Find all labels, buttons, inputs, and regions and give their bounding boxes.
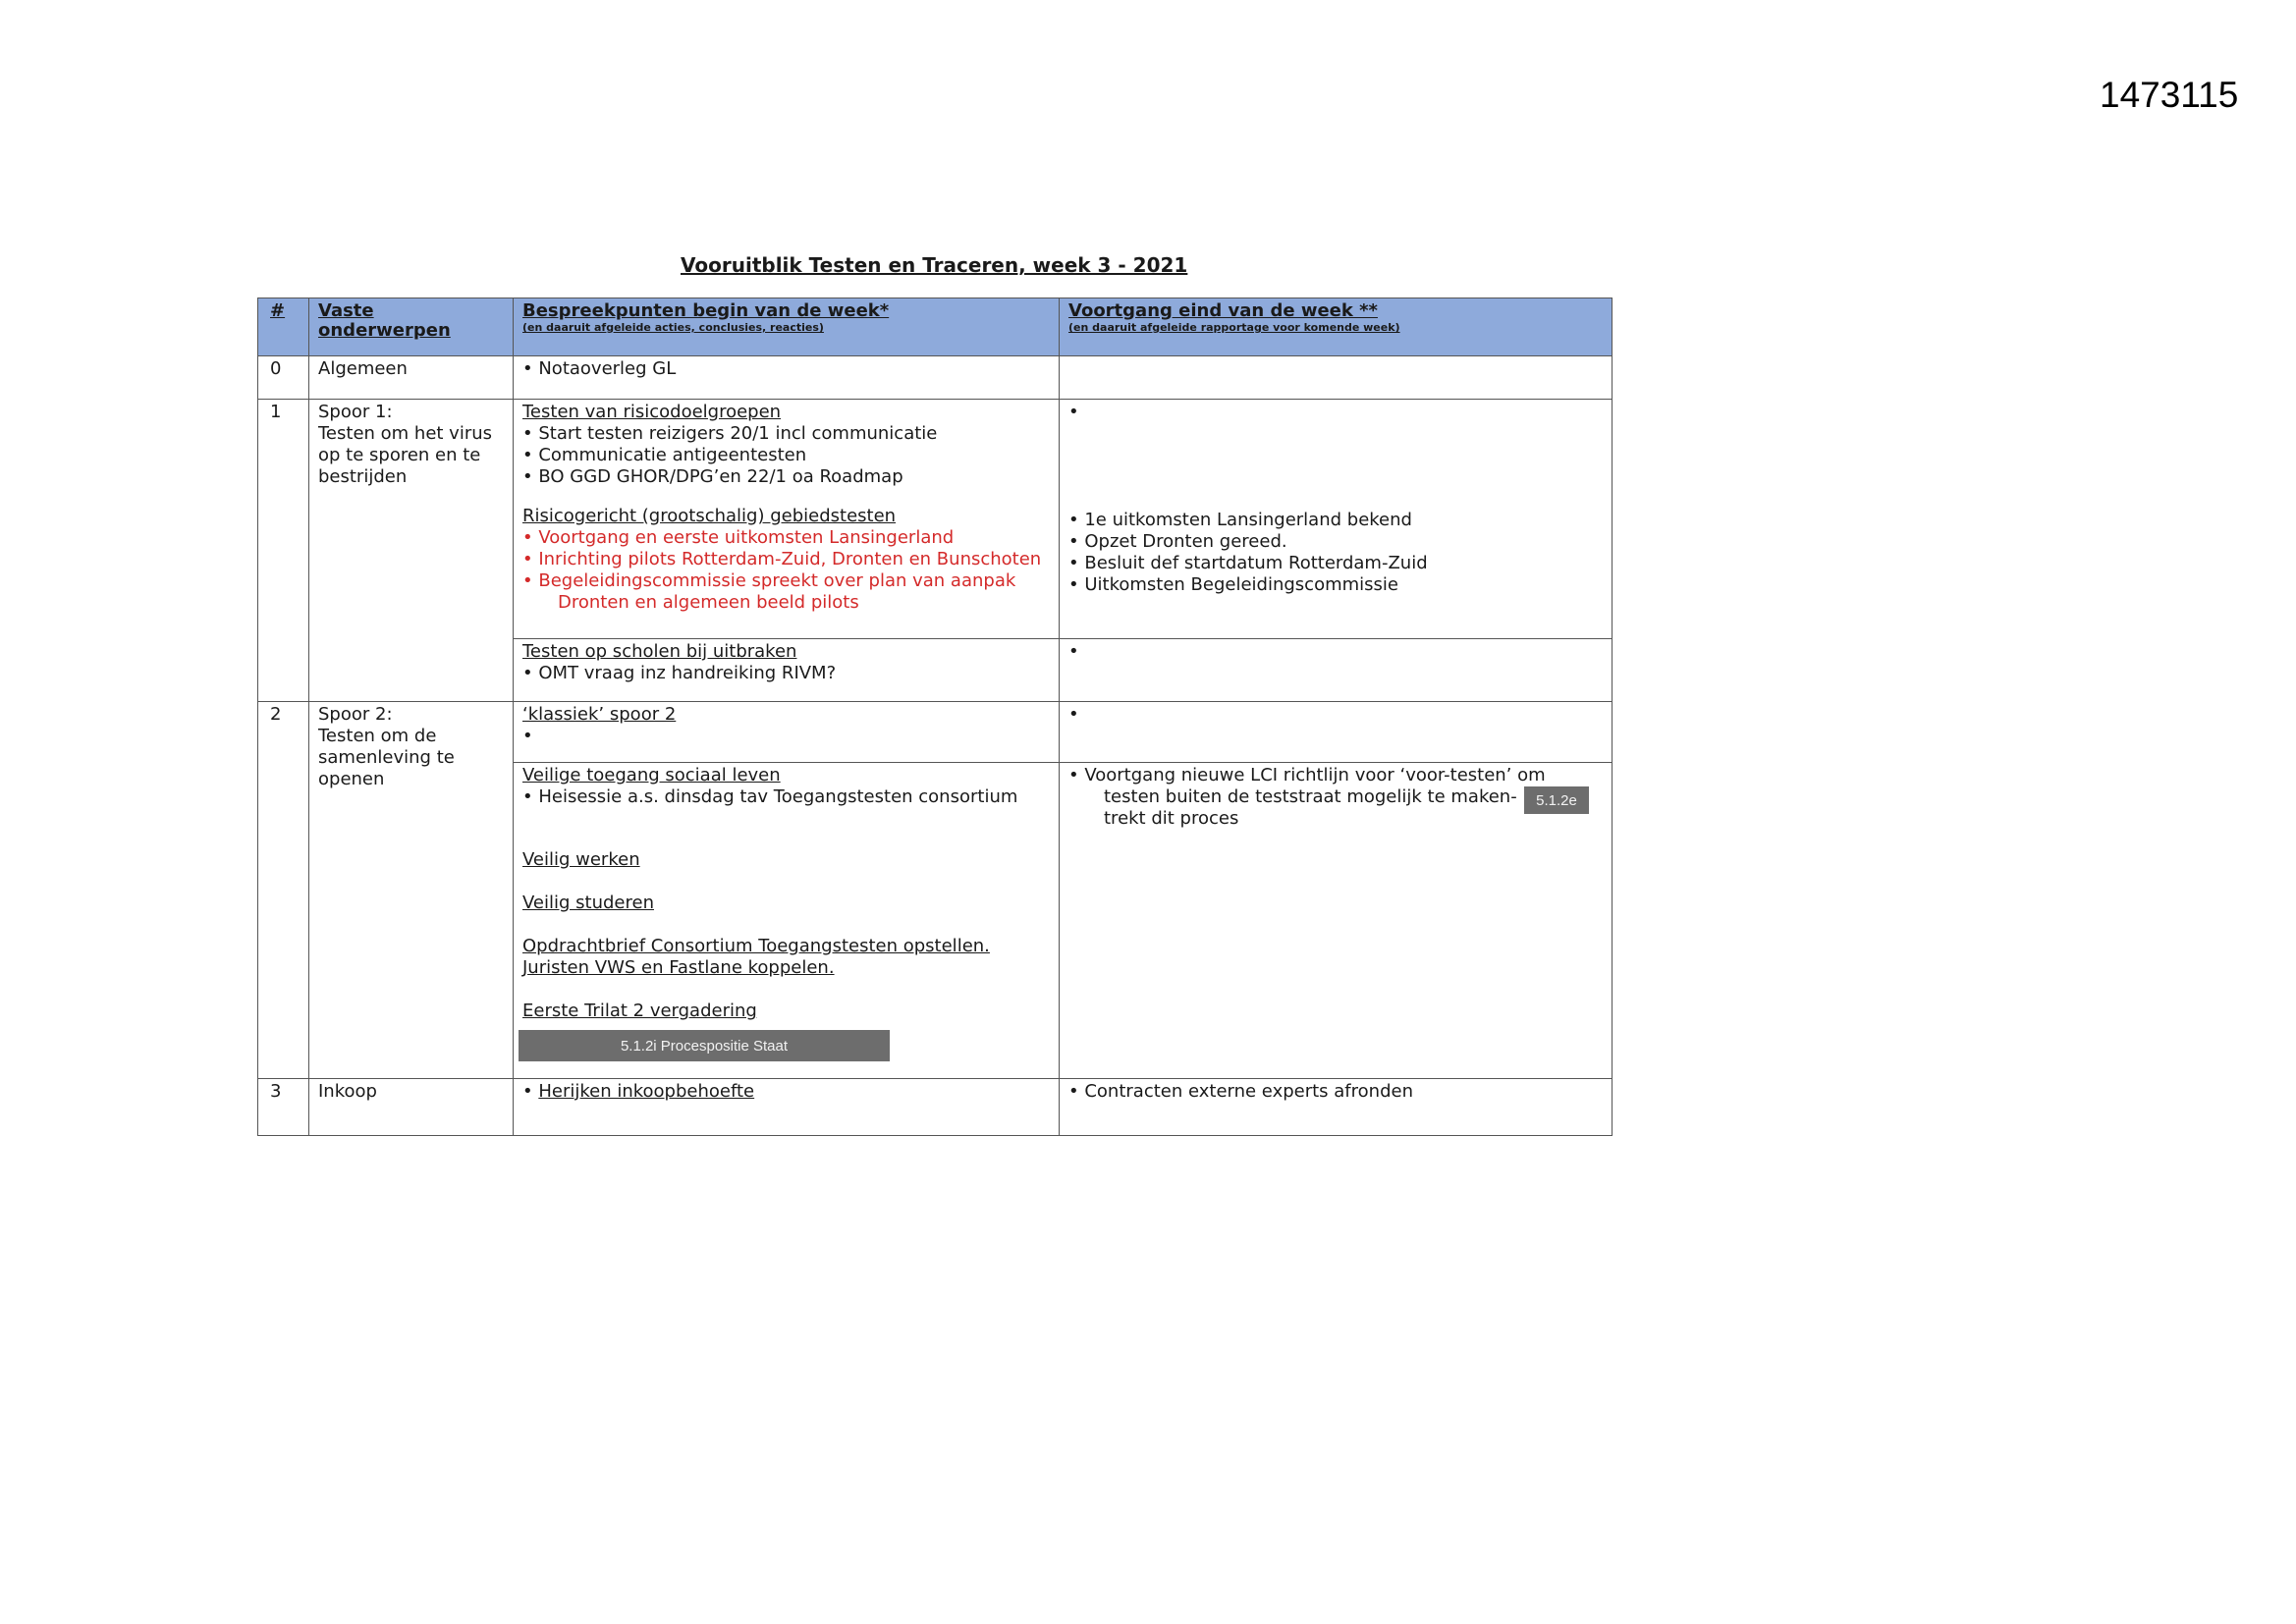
start-block-klassiek bbox=[522, 704, 676, 747]
list-item-continuation: Dronten en algemeen beeld pilots bbox=[558, 592, 859, 613]
redaction-stamp: 5.1.2e bbox=[1524, 786, 1589, 814]
topic-line: samenleving te bbox=[318, 747, 455, 768]
document-number: 1473115 bbox=[2100, 75, 2239, 115]
row-number: 2 bbox=[270, 704, 282, 725]
block-heading: Opdrachtbrief Consortium Toegangstesten opstellen. bbox=[522, 936, 990, 956]
row-number: 0 bbox=[270, 358, 282, 379]
row-divider bbox=[258, 701, 1612, 702]
topic-line: Testen om de bbox=[318, 726, 437, 746]
topic-inkoop: Inkoop bbox=[318, 1081, 377, 1102]
empty-bullet: • bbox=[522, 726, 533, 746]
header-start-title: Bespreekpunten begin van de week* bbox=[522, 300, 890, 321]
block-heading: Risicogericht (grootschalig) gebiedstesten bbox=[522, 506, 897, 526]
topic-algemeen: Algemeen bbox=[318, 358, 408, 379]
list-item: • Start testen reizigers 20/1 incl communicatie bbox=[522, 423, 1041, 445]
start-block-scholen bbox=[522, 641, 836, 684]
list-item: • Uitkomsten Begeleidingscommissie bbox=[1068, 574, 1428, 596]
header-number: # bbox=[270, 300, 286, 321]
block-heading: Testen van risicodoelgroepen bbox=[522, 402, 782, 422]
start-item: • Notaoverleg GL bbox=[522, 358, 676, 380]
agenda-table bbox=[257, 298, 1613, 1136]
row-divider bbox=[258, 399, 1612, 400]
header-end-title: Voortgang eind van de week ** bbox=[1068, 300, 1378, 321]
list-item: • BO GGD GHOR/DPG’en 22/1 oa Roadmap bbox=[522, 466, 1041, 488]
column-divider bbox=[1059, 298, 1060, 1135]
row-divider bbox=[258, 355, 1612, 356]
row-number: 3 bbox=[270, 1081, 282, 1102]
row-divider bbox=[258, 1078, 1612, 1079]
list-item: • 1e uitkomsten Lansingerland bekend bbox=[1068, 510, 1428, 531]
topic-line: bestrijden bbox=[318, 466, 408, 487]
list-item-continuation: trekt dit proces bbox=[1104, 808, 1239, 829]
block-heading: Testen op scholen bij uitbraken bbox=[522, 641, 797, 662]
block-heading: Veilige toegang sociaal leven bbox=[522, 765, 781, 785]
column-divider bbox=[308, 298, 309, 1135]
start-block-toegang bbox=[522, 765, 1017, 1022]
end-block-toegang bbox=[1068, 765, 1546, 830]
end-bullet: • bbox=[1068, 402, 1079, 422]
list-item: • Communicatie antigeentesten bbox=[522, 445, 1041, 466]
header-topics: Vaste onderwerpen bbox=[318, 300, 451, 341]
start-item-text: Herijken inkoopbehoefte bbox=[538, 1081, 755, 1102]
header-end bbox=[1068, 301, 1400, 335]
block-heading: Eerste Trilat 2 vergadering bbox=[522, 1001, 757, 1021]
end-item: • Contracten externe experts afronden bbox=[1068, 1081, 1413, 1103]
sub-row-divider bbox=[513, 762, 1612, 763]
block-heading: ‘klassiek’ spoor 2 bbox=[522, 704, 677, 725]
topic-line: Spoor 1: bbox=[318, 402, 393, 422]
list-item: • Opzet Dronten gereed. bbox=[1068, 531, 1428, 553]
start-item: • Herijken inkoopbehoefte bbox=[522, 1081, 755, 1102]
column-divider bbox=[513, 298, 514, 1135]
header-start bbox=[522, 301, 889, 335]
list-item-continuation: testen buiten de teststraat mogelijk te maken- bbox=[1104, 786, 1517, 807]
topic-line: Spoor 2: bbox=[318, 704, 393, 725]
list-item: • Inrichting pilots Rotterdam-Zuid, Dronten en Bunschoten bbox=[522, 549, 1041, 570]
list-item: • Voortgang nieuwe LCI richtlijn voor ‘voor-testen’ om bbox=[1068, 765, 1546, 786]
block-heading: Juristen VWS en Fastlane koppelen. bbox=[522, 957, 835, 978]
block-heading: Veilig studeren bbox=[522, 893, 654, 913]
list-item: • Begeleidingscommissie spreekt over plan van aanpak bbox=[522, 570, 1041, 592]
sub-row-divider bbox=[513, 638, 1612, 639]
row-number: 1 bbox=[270, 402, 282, 422]
topic-spoor-2 bbox=[318, 704, 455, 790]
end-bullet: • bbox=[1068, 704, 1079, 725]
end-bullet: • bbox=[1068, 641, 1079, 662]
topic-spoor-1 bbox=[318, 402, 492, 488]
header-start-subtitle: (en daaruit afgeleide acties, conclusies, reacties) bbox=[522, 321, 824, 334]
end-block-risicodoelgroepen bbox=[1068, 510, 1428, 596]
topic-line: openen bbox=[318, 769, 385, 789]
list-item: • OMT vraag inz handreiking RIVM? bbox=[522, 663, 836, 684]
topic-line: Testen om het virus bbox=[318, 423, 493, 444]
block-heading: Veilig werken bbox=[522, 849, 640, 870]
header-end-subtitle: (en daaruit afgeleide rapportage voor komende week) bbox=[1068, 321, 1400, 334]
redaction-stamp: 5.1.2i Procespositie Staat bbox=[519, 1030, 890, 1061]
list-item: • Besluit def startdatum Rotterdam-Zuid bbox=[1068, 553, 1428, 574]
start-block-risicodoelgroepen bbox=[522, 402, 1041, 614]
list-item: • Voortgang en eerste uitkomsten Lansingerland bbox=[522, 527, 1041, 549]
list-item: • Heisessie a.s. dinsdag tav Toegangstesten consortium bbox=[522, 786, 1017, 808]
document-title: Vooruitblik Testen en Traceren, week 3 - 2021 bbox=[681, 253, 1188, 277]
topic-line: op te sporen en te bbox=[318, 445, 481, 465]
